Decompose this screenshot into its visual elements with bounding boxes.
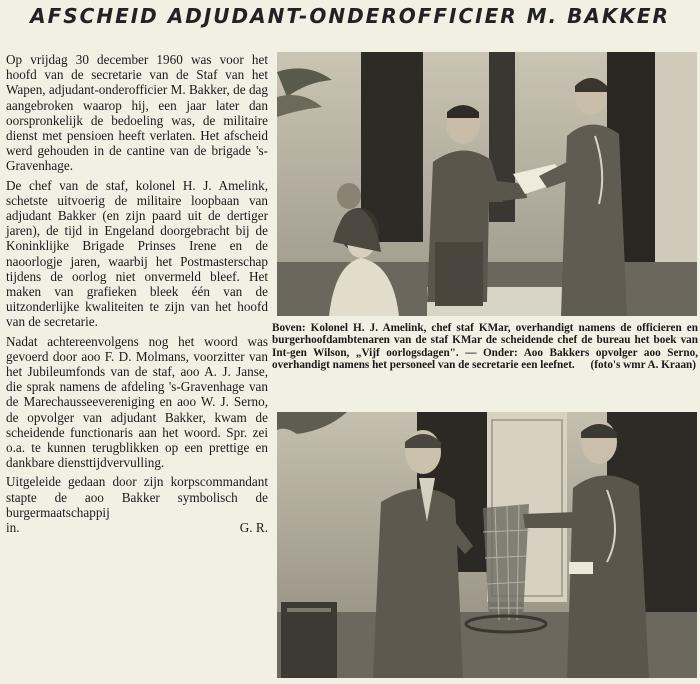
article-headline: AFSCHEID ADJUDANT-ONDEROFFICIER M. BAKKER — [30, 4, 670, 28]
article-body — [6, 52, 268, 535]
article-paragraph: Op vrijdag 30 december 1960 was voor het hoofd van de secretarie van de Staf van het Wapen, adjudant-onderofficier M. Bakker, de dag aangebroken waarop hij, een jaar later dan oorspronkelijk de bedoeling was, de militaire dienst met pensioen heeft verlaten. Het afscheid werd gehouden in de cantine van de brigade 's-Gravenhage. — [6, 52, 268, 174]
caption-text: Boven: Kolonel H. J. Amelink, chef staf KMar, overhandigt namens de officieren en burgerhoofdambtenaren van de staf KMar de scheidende chef de bureau het boek van Int-gen Wilson, „Vijf oorlogsdagen". — Onder: Aoo Bakkers opvolger aoo Serno, overhandigt namens het personeel van de secretarie een leefnet. — [272, 322, 698, 372]
photo-net-presentation — [277, 412, 697, 678]
photo-credit: (foto's wmr A. Kraan) — [590, 359, 696, 372]
article-paragraph-end: in. — [6, 520, 20, 536]
article-paragraph: Nadat achtereenvolgens nog het woord was gevoerd door aoo F. D. Molmans, voorzitter van het Jubileumfonds van de staf, aoo A. J. Janse, die sprak namens de afdeling 's-Gravenhage van de Marechausseevereniging en aoo W. J. Serno, de opvolger van adjudant Bakker, kwam de scheidende functionaris aan het woord. Spr. zei o.a. te kunnen terugblikken op een prettige en dankbare diensttijdvervulling. — [6, 333, 268, 471]
photo-caption — [272, 322, 698, 372]
article-paragraph: Uitgeleide gedaan door zijn korpscommandant stapte de aoo Bakker symbolisch de burgermaatschappij — [6, 474, 268, 520]
article-signature: G. R. — [239, 520, 268, 536]
photo-book-presentation — [277, 52, 697, 316]
article-paragraph: De chef van de staf, kolonel H. J. Amelink, schetste uitvoerig de militaire loopbaan van adjudant Bakker (en zijn paard uit de dertiger jaren), de tijd in Engeland doorgebracht bij de Koninklijke Brigade Prinses Irene en de naoorlogje jaren, waarbij het Postmasterschap tijdens de oorlog niet onvermeld bleef. Het maken van grafieken bleek één van de uitzonderlijke kwaliteiten te zijn van het hoofd van de secretarie. — [6, 177, 268, 330]
article-ending — [6, 520, 268, 535]
